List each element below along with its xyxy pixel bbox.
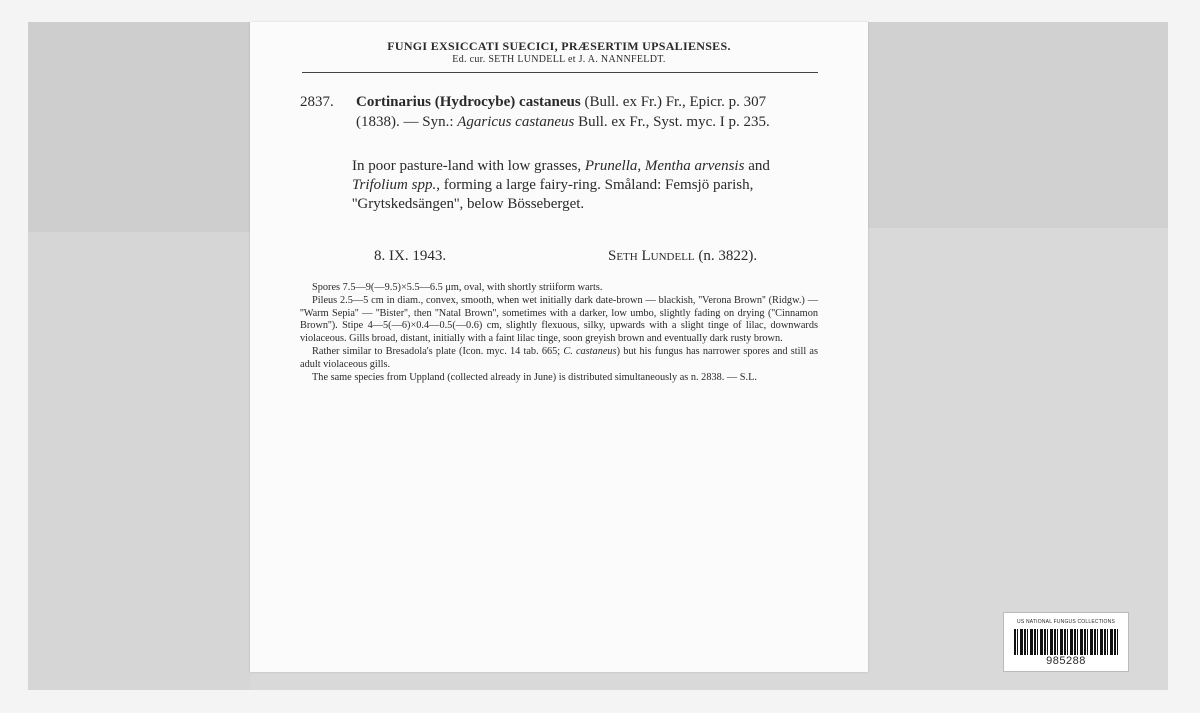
note-spores: Spores 7.5—9(—9.5)×5.5—6.5 μm, oval, with shortly striiform warts.	[312, 282, 603, 293]
habitat-species-2: Trifolium spp.	[352, 177, 437, 193]
note-bresadola-species: C. castaneus	[563, 345, 617, 357]
taxon-citation: (Bull. ex Fr.) Fr., Epicr. p. 307 (1838). — Syn.:	[356, 94, 767, 130]
habitat-text-1: In poor pasture-land with low grasses,	[352, 158, 585, 174]
note-bresadola	[300, 346, 818, 372]
label-header-editors: Ed. cur. SETH LUNDELL et J. A. NANNFELDT.	[452, 54, 666, 65]
habitat-species-1: Prunella, Mentha arvensis	[584, 158, 745, 174]
folder-flap-right	[868, 22, 1168, 228]
folder-flap-left	[28, 22, 250, 232]
barcode-number: 985288	[1046, 655, 1086, 667]
collector-number: (n. 3822).	[694, 248, 758, 264]
collection-date: 8. IX. 1943.	[374, 248, 447, 264]
description-notes	[300, 282, 818, 384]
collector	[608, 248, 757, 265]
taxon-name	[356, 92, 810, 132]
note-same-species: The same species from Uppland (collected already in June) is distributed simultaneously as n. 2838. — S.L.	[312, 371, 757, 383]
specimen-label	[250, 22, 868, 672]
note-pileus: Pileus 2.5—5 cm in diam., convex, smooth, when wet initially dark date-brown — blackish, ''Verona Brown'' (Ridgw.) — ''Warm Sepia'' — ''Bister'', then ''Natal Brown'', sometimes with a darker, low umbo, slightly fading on drying (''Cinnamon Brown''). Stipe 4—5(—6)×0.4—0.5(—0.6) cm, slightly flexuous, silky, upwards with a slight tinge of lilac, downwards violaceous. Gills broad, distant, initially with a faint lilac tinge, soon greyish brown and eventually dark rusty brown.	[300, 294, 818, 345]
barcode-icon	[1014, 629, 1118, 655]
taxon-entry	[300, 92, 810, 132]
note-bresadola-text-2: ) but his fungus has narrower spores and still as adult violaceous gills.	[300, 345, 818, 370]
note-bresadola-text-1: Rather similar to Bresadola's plate (Icon. myc. 14 tab. 665;	[312, 345, 564, 357]
synonym-name: Agaricus castaneus	[457, 114, 575, 130]
habitat-text-2: and	[744, 158, 770, 174]
folder-panel-left	[28, 232, 250, 690]
synonym-citation: Bull. ex Fr., Syst. myc. I p. 235.	[574, 114, 770, 130]
taxon-name-bold: Cortinarius (Hydrocybe) castaneus	[356, 94, 581, 110]
label-header-title: FUNGI EXSICCATI SUECICI, PRÆSERTIM UPSALIENSES.	[387, 39, 731, 53]
habitat-locality	[352, 157, 812, 214]
entry-number: 2837.	[300, 94, 334, 110]
habitat-text-3: , forming a large fairy-ring. Småland: Femsjö parish, ''Grytskedsängen'', below Bösseberget.	[352, 177, 754, 212]
header-rule	[302, 72, 818, 73]
barcode-label	[1003, 612, 1129, 672]
barcode-caption: US NATIONAL FUNGUS COLLECTIONS	[1017, 619, 1115, 625]
collector-name: Seth Lundell	[608, 248, 695, 264]
